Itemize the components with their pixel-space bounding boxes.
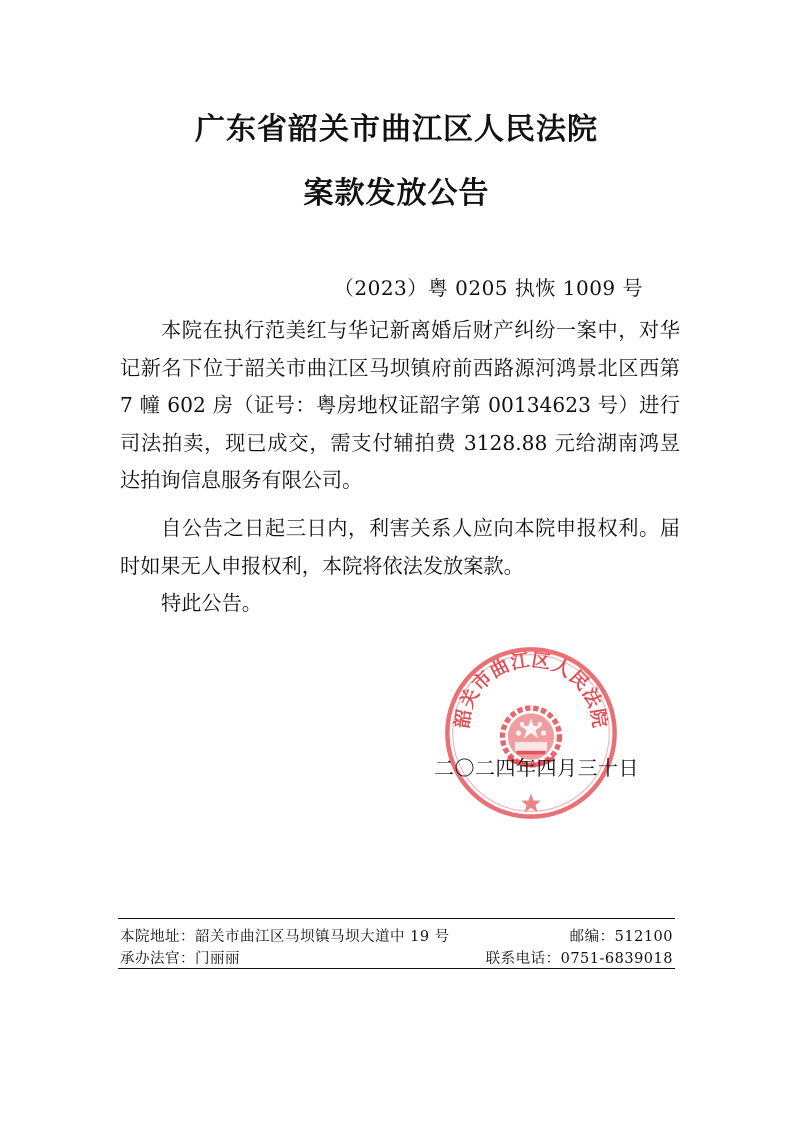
case-number: （2023）粤 0205 执恢 1009 号: [333, 276, 643, 300]
footer-row-contact: [120, 947, 673, 968]
contact-phone: 联系电话：0751-6839018: [485, 951, 673, 967]
court-address: 本院地址：韶关市曲江区马坝镇马坝大道中 19 号: [120, 929, 450, 945]
footer-row-address: [120, 925, 673, 946]
court-name-heading: 广东省韶关市曲江区人民法院: [195, 112, 598, 147]
notice-title: 案款发放公告: [303, 176, 490, 211]
notice-paragraph-3: 特此公告。: [161, 591, 262, 615]
footer-divider-bottom: [118, 968, 675, 969]
notice-date: 二〇二四年四月三十日: [434, 756, 639, 780]
notice-paragraph-2: 自公告之日起三日内，利害关系人应向本院申报权利。届时如果无人申报权利，本院将依法发放案款。: [120, 516, 680, 578]
court-seal: [442, 644, 620, 822]
postcode: 邮编：512100: [569, 929, 673, 945]
notice-paragraph-1: 本院在执行范美红与华记新离婚后财产纠纷一案中，对华记新名下位于韶关市曲江区马坝镇府前西路源河鸿景北区西第 7 幢 602 房（证号：粤房地权证韶字第 00134623 号）进行司法拍卖，现已成交，需支付辅拍费 3128.88 元给湖南鸿昱达拍询信息服务有限公司。: [120, 318, 680, 492]
footer-divider-top: [118, 918, 675, 919]
presiding-judge: 承办法官：门丽丽: [120, 951, 240, 967]
seal-star-icon: [521, 794, 541, 813]
seal-text-path: 韶关市曲江区人民法院: [451, 649, 611, 730]
